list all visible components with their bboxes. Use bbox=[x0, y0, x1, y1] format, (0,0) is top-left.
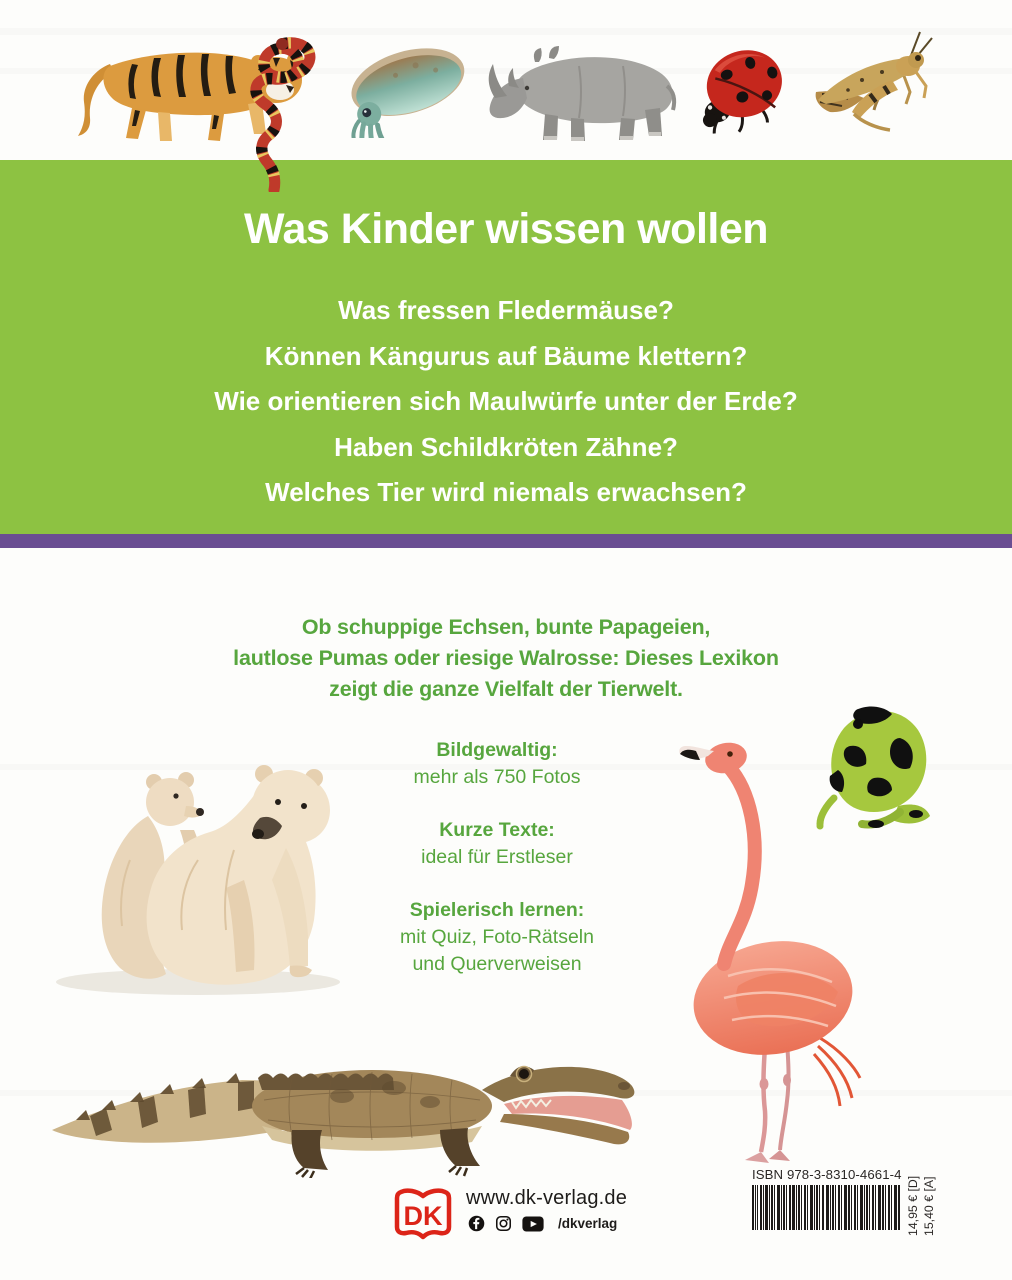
facebook-icon bbox=[468, 1215, 485, 1232]
rhinoceros-photo bbox=[483, 46, 683, 142]
intro-line: zeigt die ganze Vielfalt der Tierwelt. bbox=[329, 677, 683, 701]
question-line: Welches Tier wird niemals erwachsen? bbox=[265, 477, 747, 507]
youtube-icon bbox=[522, 1216, 544, 1232]
feature-text: ideal für Erstleser bbox=[421, 846, 573, 868]
polar-bear-photo bbox=[48, 730, 340, 998]
feature-text: mehr als 750 Fotos bbox=[413, 766, 581, 788]
top-animal-strip bbox=[0, 0, 1012, 160]
feature-kurze-texte bbox=[327, 817, 667, 871]
feature-title: Spielerisch lernen: bbox=[409, 899, 585, 921]
isbn-label: ISBN 978-3-8310-4661-4 bbox=[752, 1167, 902, 1182]
feature-title: Kurze Texte: bbox=[439, 819, 555, 841]
feature-bildgewaltig bbox=[327, 737, 667, 791]
price-germany: 14,95 € [D] bbox=[906, 1175, 920, 1236]
question-line: Was fressen Fledermäuse? bbox=[338, 295, 674, 325]
social-handle: /dkverlag bbox=[558, 1216, 618, 1231]
intro-line: Ob schuppige Echsen, bunte Papageien, bbox=[301, 615, 711, 639]
caiman-photo bbox=[42, 1030, 654, 1178]
question-line: Haben Schildkröten Zähne? bbox=[334, 431, 678, 462]
question-line: Können Kängurus auf Bäume klettern? bbox=[264, 340, 748, 371]
feature-title: Bildgewaltig: bbox=[436, 739, 558, 761]
intro-line: lautlose Pumas oder riesige Walrosse: Dieses Lexikon bbox=[233, 646, 779, 670]
isbn-barcode bbox=[752, 1185, 900, 1230]
coral-snake-photo bbox=[222, 34, 327, 192]
feature-text: und Querverweisen bbox=[412, 953, 582, 975]
cuttlefish-photo bbox=[341, 36, 477, 138]
question-list bbox=[0, 288, 1012, 516]
question-line: Wie orientieren sich Maulwürfe unter der Erde? bbox=[214, 386, 798, 416]
poison-dart-frog-photo bbox=[804, 694, 938, 840]
feature-text: mit Quiz, Foto-Rätseln bbox=[400, 926, 594, 948]
dk-logo bbox=[393, 1185, 453, 1244]
social-row bbox=[468, 1215, 617, 1232]
feature-spielerisch-lernen bbox=[327, 897, 667, 978]
website-url: www.dk-verlag.de bbox=[466, 1187, 628, 1209]
ladybug-photo bbox=[688, 46, 790, 134]
intro-paragraph bbox=[0, 612, 1012, 705]
price-austria: 15,40 € [A] bbox=[922, 1176, 936, 1236]
instagram-icon bbox=[495, 1215, 512, 1232]
feature-list bbox=[327, 737, 667, 1004]
purple-divider bbox=[0, 534, 1012, 548]
dk-logo-letters: DK bbox=[403, 1201, 443, 1231]
price-block bbox=[903, 1166, 947, 1236]
locust-photo bbox=[792, 28, 942, 140]
headline: Was Kinder wissen wollen bbox=[243, 205, 769, 253]
